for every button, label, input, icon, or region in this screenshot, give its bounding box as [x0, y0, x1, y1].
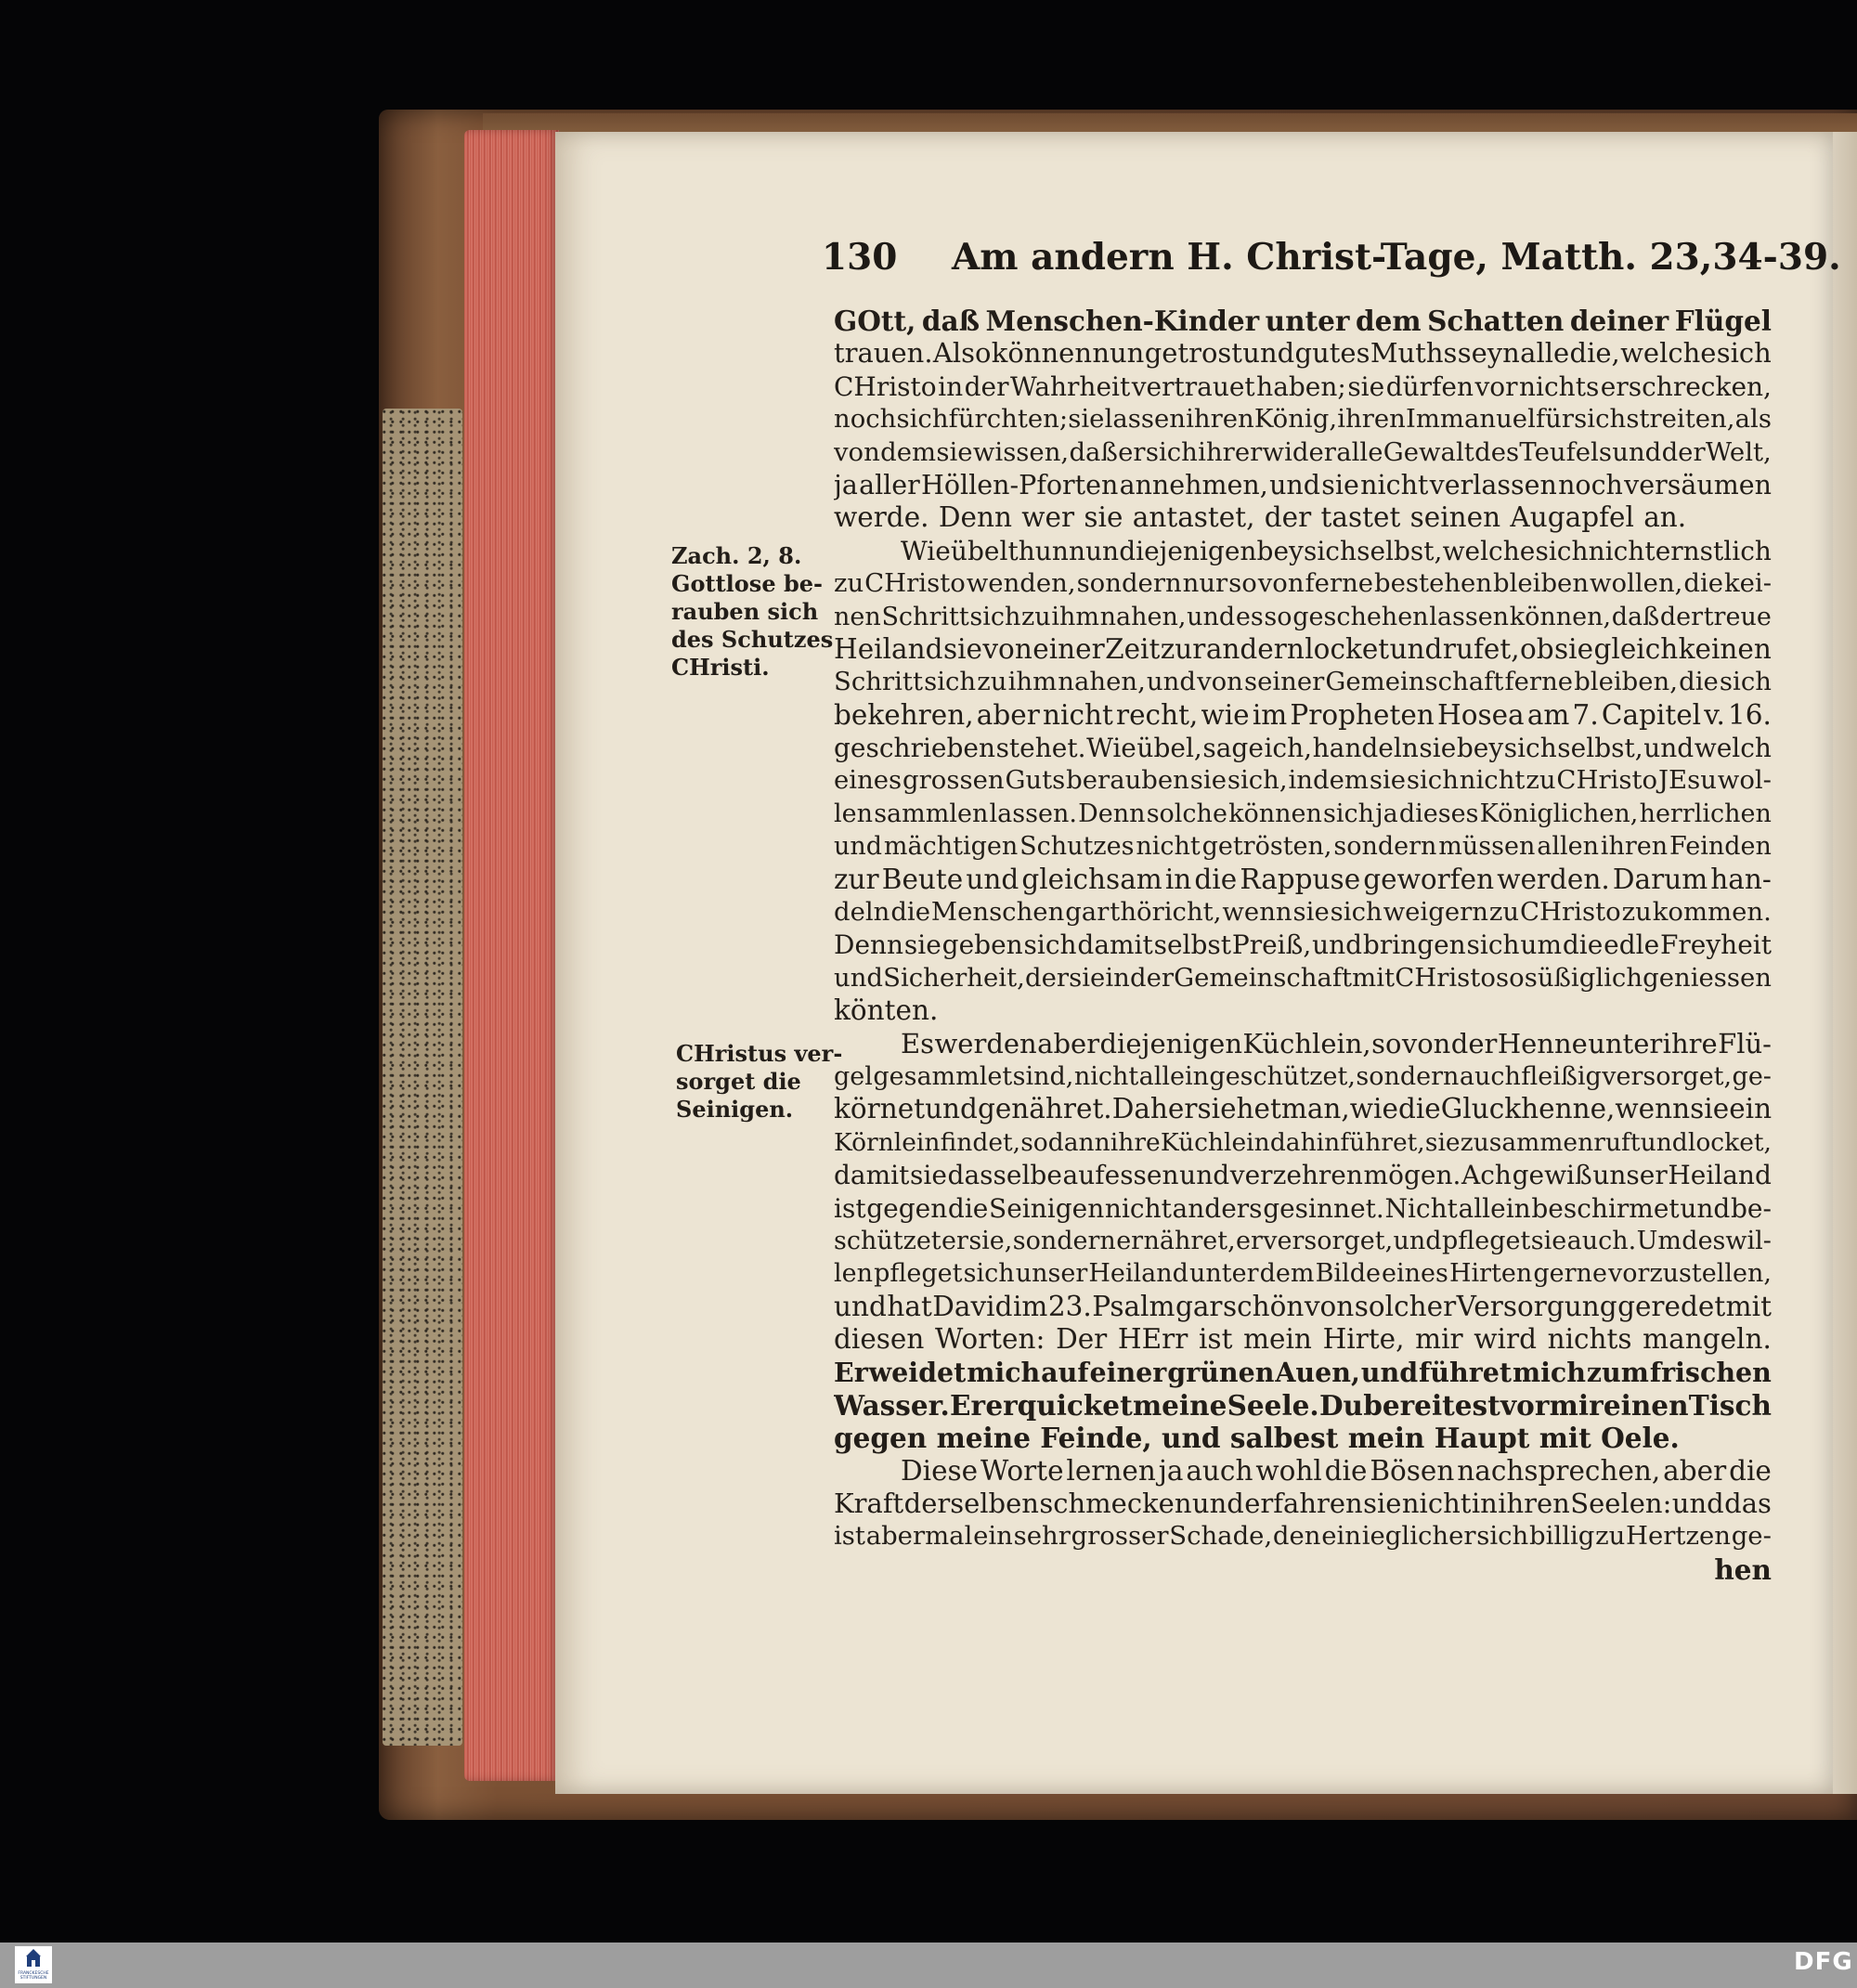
margin-note-line: des Schutzes [671, 626, 834, 653]
text-line: GOtt, daß Menschen-Kinder unter dem Schatten deiner Flügel [834, 305, 1772, 337]
text-line: zu CHristo wenden, sondern nur so von ferne bestehen bleiben wollen, die kei- [834, 568, 1772, 599]
text-line: Körnlein findet, sodann ihre Küchlein dahin führet, sie zusammen ruft und locket, [834, 1127, 1772, 1157]
dfg-logo: DFG [1794, 1948, 1853, 1976]
library-building-icon [24, 1948, 43, 1969]
text-line: trauen. Also können nun getrost und gutes Muths seyn alle die, welche sich [834, 337, 1772, 370]
page-header [822, 236, 1841, 279]
margin-note-christus [676, 1040, 842, 1124]
facing-page-edge [1833, 132, 1857, 1794]
text-line: Wie übel thun nun diejenigen bey sich selbst, welche sich nicht ernstlich [901, 535, 1772, 566]
margin-note-line: rauben sich [671, 598, 819, 625]
running-title: Am andern H. Christ-Tage, Matth. 23,34-39. [952, 236, 1841, 279]
text-line: nen Schritt sich zu ihm nahen, und es so geschehen lassen können, daß der treue [834, 602, 1772, 631]
text-line: Diese Worte lernen ja auch wohl die Bösen nachsprechen, aber die [901, 1454, 1772, 1487]
text-line: und mächtigen Schutzes nicht getrösten, sondern müssen allen ihren Feinden [834, 832, 1772, 862]
text-line: zur Beute und gleichsam in die Rappuse geworfen werden. Darum han- [834, 863, 1772, 895]
text-line: ist gegen die Seinigen nicht anders gesinnet. Nicht allein beschirmet und be- [834, 1192, 1772, 1224]
text-line: Wasser. Er erquicket meine Seele. Du bereitest vor mir einen Tisch [834, 1388, 1772, 1422]
text-line: ja aller Höllen-Pforten annehmen, und sie nicht verlassen noch versäumen [834, 469, 1772, 500]
text-line: werde. Denn wer sie antastet, der tastet seinen Augapfel an. [834, 501, 1687, 534]
text-line: gegen meine Feinde, und salbest mein Haupt mit Oele. [834, 1422, 1680, 1455]
text-line: Schritt sich zu ihm nahen, und von seiner Gemeinschaft ferne bleiben, die sich [834, 667, 1772, 697]
margin-note-line: CHristi. [671, 654, 770, 681]
text-line: und hat David im 23. Psalm gar schön von solcher Versorgung geredet mit [834, 1290, 1772, 1322]
text-line: hen [1714, 1553, 1772, 1586]
text-line: Kraft derselben schmecken und erfahren sie nicht in ihren Seelen: und das [834, 1488, 1772, 1520]
page-number: 130 [822, 236, 898, 279]
text-line: könten. [834, 994, 939, 1027]
text-line: eines grossen Guts berauben sie sich, indem sie sich nicht zu CHristo JEsu wol- [834, 765, 1772, 796]
text-line: Es werden aber diejenigen Küchlein, so von der Henne unter ihre Flü- [901, 1027, 1772, 1059]
text-line: damit sie dasselbe aufessen und verzehren mögen. Ach gewiß unser Heiland [834, 1160, 1772, 1191]
margin-note-line: Gottlose be- [671, 570, 823, 597]
text-line: bekehren, aber nicht recht, wie im Propheten Hosea am 7. Capitel v. 16. [834, 698, 1772, 731]
text-line: von dem sie wissen, daß er sich ihrer wider alle Gewalt des Teufels und der Welt, [834, 436, 1772, 467]
body-text [834, 305, 1772, 1586]
text-line: diesen Worten: Der HErr ist mein Hirte, mir wird nichts mangeln. [834, 1323, 1772, 1356]
library-logo-text: FRANCKESCHE STIFTUNGEN [18, 1971, 49, 1981]
margin-note-line: CHristus ver- [676, 1040, 843, 1067]
text-line: und Sicherheit, der sie in der Gemeinschaft mit CHristo so süßiglich geniessen [834, 962, 1772, 993]
text-line: len pfleget sich unser Heiland unter dem Bilde eines Hirten gerne vorzustellen, [834, 1259, 1772, 1289]
text-line: len sammlen lassen. Denn solche können sich ja dieses Königlichen, herrlichen [834, 799, 1772, 828]
text-line: körnet und genähret. Daher siehet man, wie die Gluckhenne, wenn sie ein [834, 1093, 1772, 1125]
margin-note-line: sorget die [676, 1068, 801, 1095]
text-line: ist abermal ein sehr grosser Schade, den ein ieglicher sich billig zu Hertzen ge- [834, 1521, 1772, 1552]
margin-note-zach [671, 542, 833, 682]
viewer-footer-bar [0, 1943, 1857, 1988]
text-line: Heiland sie von einer Zeit zur andern locket und rufet, ob sie gleich keinen [834, 632, 1772, 665]
text-line: Denn sie geben sich damit selbst Preiß, und bringen sich um die edle Freyheit [834, 929, 1772, 961]
text-line: noch sich fürchten; sie lassen ihren König, ihren Immanuel für sich streiten, als [834, 404, 1772, 435]
text-line: gel gesammlet sind, nicht allein geschützet, sondern auch fleißig versorget, ge- [834, 1061, 1772, 1091]
text-line: geschrieben stehet. Wie übel, sage ich, handeln sie bey sich selbst, und welch [834, 733, 1772, 764]
text-line: deln die Menschen gar thöricht, wenn sie sich weigern zu CHristo zu kommen. [834, 897, 1772, 928]
text-line: Er weidet mich auf einer grünen Auen, und führet mich zum frischen [834, 1356, 1772, 1388]
margin-note-line: Seinigen. [676, 1096, 794, 1123]
text-line: CHristo in der Wahrheit vertrauet haben; sie dürfen vor nichts erschrecken, [834, 370, 1772, 402]
library-logo [15, 1946, 52, 1983]
text-line: schützet er sie, sondern er nähret, er versorget, und pfleget sie auch. Um deswil- [834, 1226, 1772, 1255]
margin-note-line: Zach. 2, 8. [671, 542, 802, 569]
red-page-edge [464, 130, 559, 1781]
marbled-cover-board [383, 409, 462, 1746]
